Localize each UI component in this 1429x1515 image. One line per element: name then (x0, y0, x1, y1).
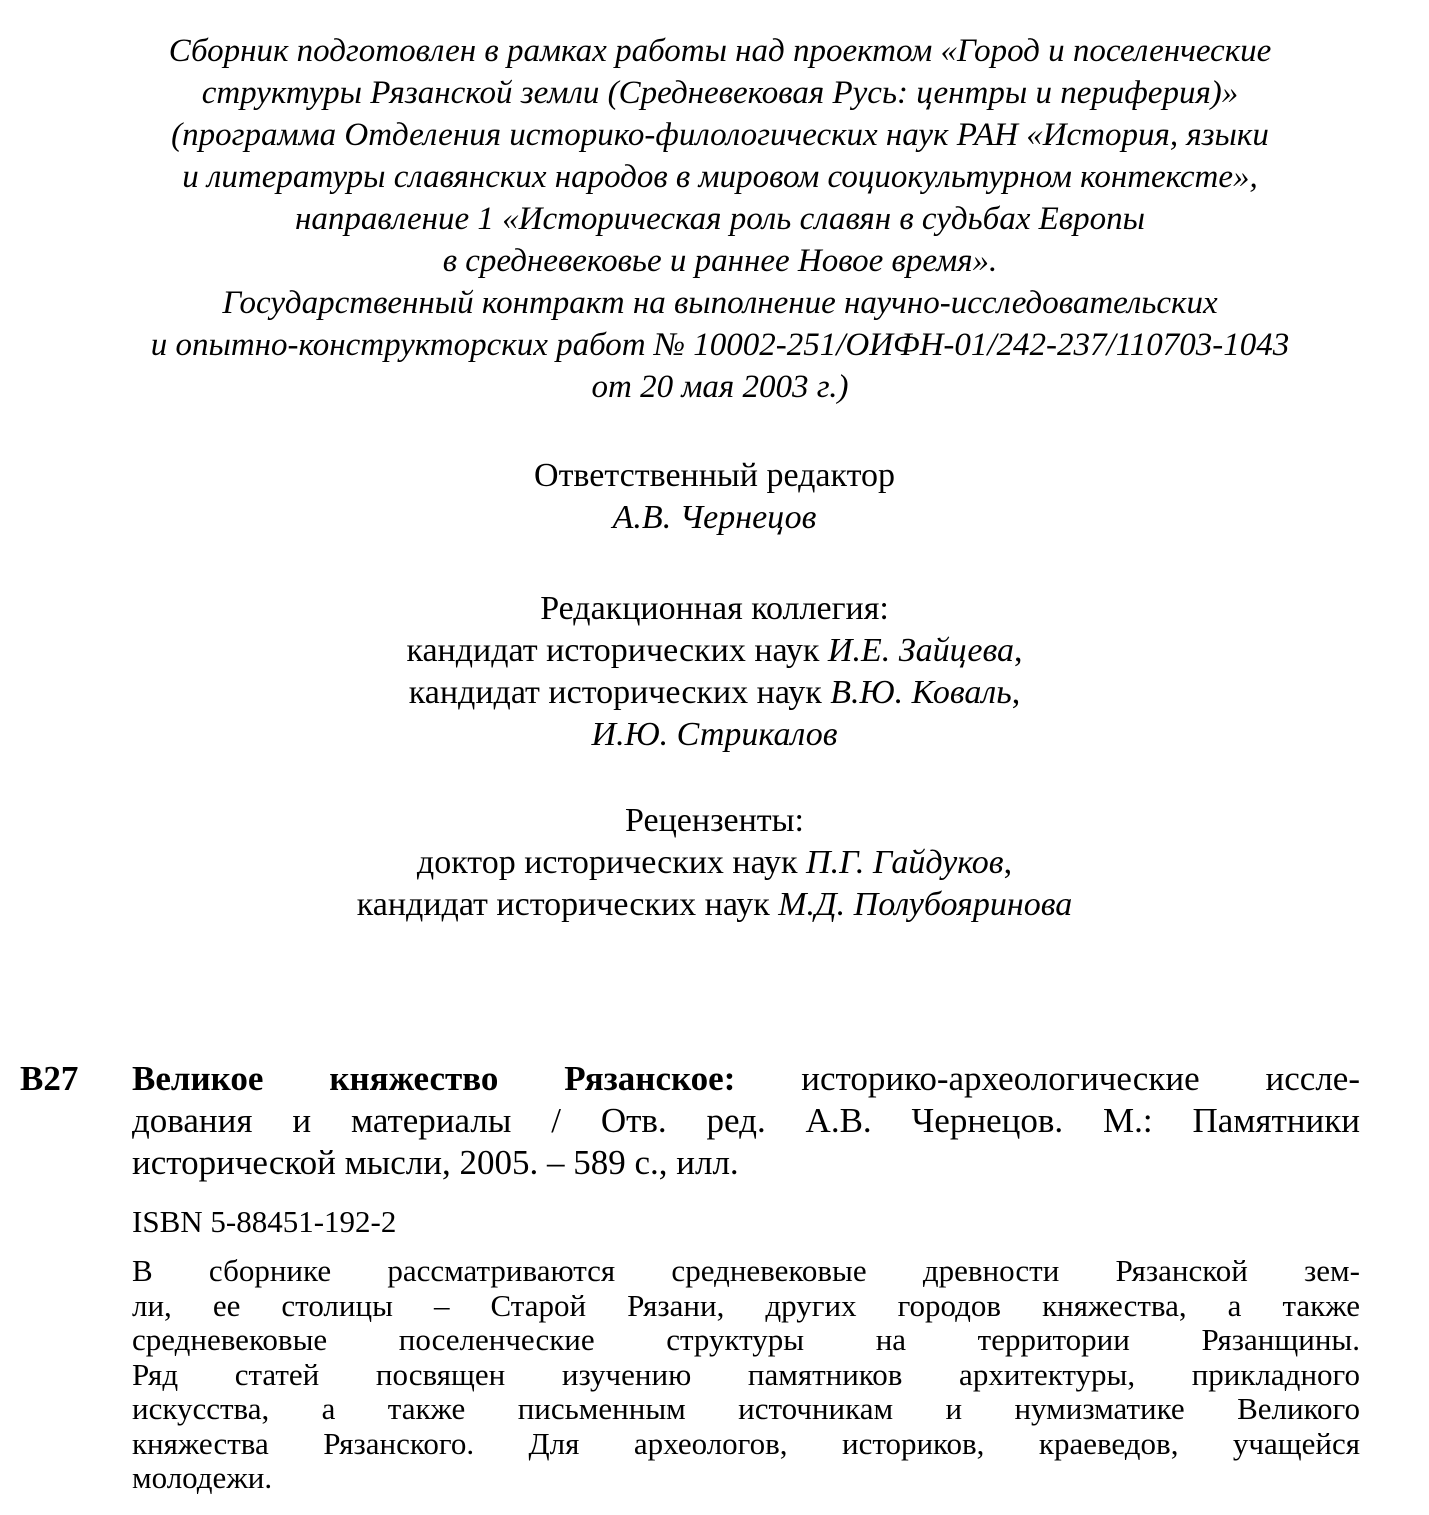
bib-line-rest: историко-археологические иссле- (735, 1059, 1360, 1098)
intro-line: направление 1 «Историческая роль славян в судьбах Европы (295, 201, 1145, 237)
member-name: И.Ю. Стрикалов (591, 716, 838, 753)
member-suffix: , (1011, 674, 1021, 711)
reviewer (0, 884, 1429, 926)
intro-line: в средневековье и раннее Новое время». (442, 243, 998, 279)
reviewer-name: П.Г. Гайдуков (806, 844, 1004, 881)
abstract-line: Ряд статей посвящен изучению памятников архитектуры, прикладного (132, 1356, 1360, 1392)
intro-line: структуры Рязанской земли (Средневековая Русь: центры и периферия)» (201, 75, 1239, 111)
project-funding-note (20, 30, 1420, 408)
member-suffix: , (1014, 632, 1023, 669)
bib-line: дования и материалы / Отв. ред. А.В. Чернецов. М.: Памятники (132, 1101, 1360, 1140)
abstract-line: средневековые поселенческие структуры на территории Рязанщины. (132, 1322, 1360, 1357)
board-heading: Редакционная коллегия: (540, 590, 889, 627)
isbn: ISBN 5-88451-192-2 (132, 1204, 397, 1239)
reviewer-name: М.Д. Полубояринова (778, 886, 1073, 923)
abstract (132, 1254, 1360, 1496)
intro-line: (программа Отделения историко-филологических наук РАН «История, языки (171, 117, 1269, 153)
reviewers-heading: Рецензенты: (625, 802, 804, 839)
editor-heading: Ответственный редактор (534, 457, 895, 494)
intro-line: и литературы славянских народов в мировом социокультурном контексте», (182, 159, 1258, 195)
reviewers-block (0, 800, 1429, 926)
abstract-line: искусства, а также письменным источникам и нумизматике Великого (132, 1391, 1360, 1426)
reviewer-title: кандидат исторических наук (356, 886, 779, 923)
board-member (0, 630, 1429, 672)
bib-line: исторической мысли, 2005. – 589 с., илл. (132, 1143, 739, 1182)
reviewer (0, 842, 1429, 884)
responsible-editor-block (0, 455, 1429, 539)
editor-name: А.В. Чернецов (612, 499, 817, 536)
abstract-line: В сборнике рассматриваются средневековые древности Рязанской зем- (132, 1253, 1360, 1288)
member-name: В.Ю. Коваль (830, 674, 1012, 711)
bib-line (132, 1058, 1360, 1100)
intro-line: Государственный контракт на выполнение научно-исследовательских (222, 285, 1218, 321)
member-title: кандидат исторических наук (408, 674, 831, 711)
abstract-line: молодежи. (132, 1460, 273, 1495)
intro-line: и опытно-конструкторских работ № 10002-251/ОИФН-01/242-237/110703-1043 (150, 327, 1290, 363)
board-member (0, 672, 1429, 714)
reviewer-suffix: , (1003, 844, 1013, 881)
intro-line: Сборник подготовлен в рамках работы над проектом «Город и поселенческие (168, 33, 1272, 69)
catalog-code: В27 (20, 1059, 79, 1098)
member-title: кандидат исторических наук (406, 632, 828, 669)
board-member (0, 714, 1429, 756)
book-title: Великое княжество Рязанское: (132, 1059, 736, 1098)
abstract-line: ли, ее столицы – Старой Рязани, других городов княжества, а также (132, 1287, 1360, 1323)
abstract-line: княжества Рязанского. Для археологов, историков, краеведов, учащейся (132, 1425, 1360, 1461)
reviewer-title: доктор исторических наук (416, 844, 807, 881)
bibliographic-description (132, 1058, 1360, 1184)
editorial-board-block (0, 588, 1429, 756)
intro-line: от 20 мая 2003 г.) (591, 369, 849, 405)
member-name: И.Е. Зайцева (827, 632, 1015, 669)
